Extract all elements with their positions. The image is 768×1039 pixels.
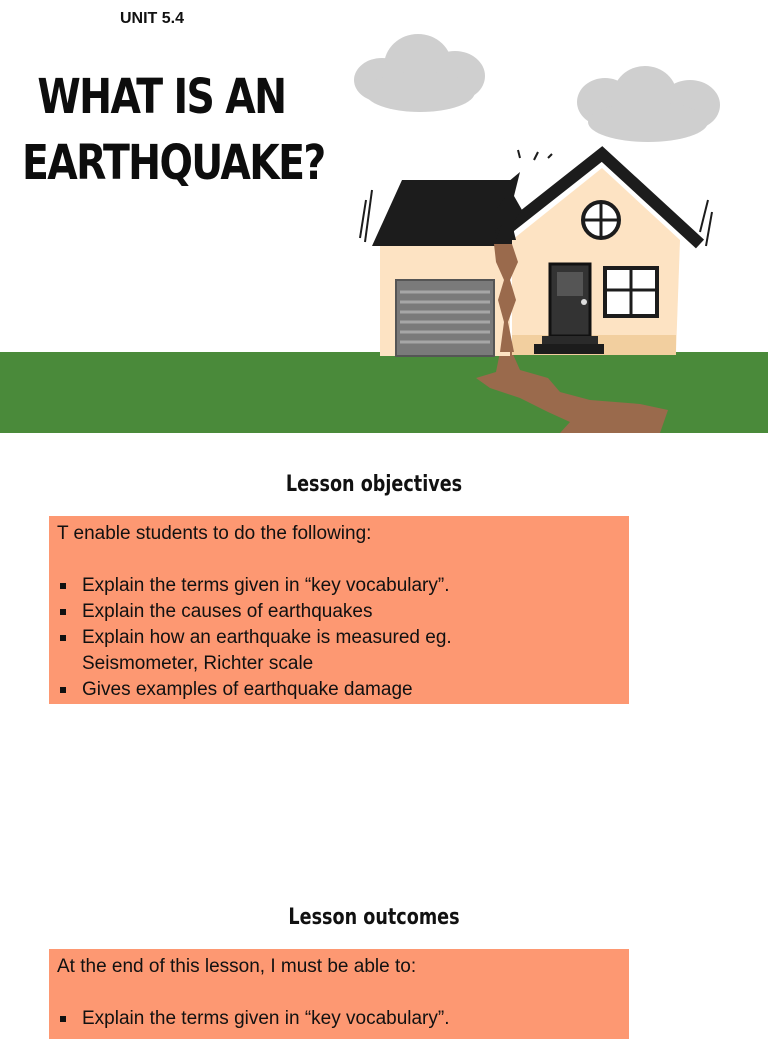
cloud-right-icon (577, 66, 720, 142)
list-item: Explain the causes of earthquakes (57, 599, 619, 625)
title-line-1: WHAT IS AN (37, 69, 286, 125)
objectives-intro: T enable students to do the following: (57, 523, 372, 544)
objectives-heading: Lesson objectives (285, 472, 463, 497)
objectives-list (57, 573, 619, 703)
list-item: Explain the terms given in “key vocabulary”. (57, 573, 619, 599)
cloud-left-icon (354, 34, 485, 112)
hero-banner (0, 0, 768, 433)
page-title (22, 64, 325, 196)
title-line-2: EARTHQUAKE? (22, 135, 325, 191)
list-item: Gives examples of earthquake damage (57, 677, 619, 703)
outcomes-heading: Lesson outcomes (288, 905, 460, 930)
front-steps (542, 336, 598, 344)
objectives-box (49, 516, 629, 704)
outcomes-box (49, 949, 629, 1039)
list-item: Explain the terms given in “key vocabulary”. (57, 1006, 619, 1032)
unit-label: UNIT 5.4 (120, 10, 185, 27)
garage-roof (372, 180, 514, 246)
outcomes-list (57, 1006, 619, 1032)
list-item: Explain how an earthquake is measured eg. Seismometer, Richter scale (57, 625, 512, 677)
outcomes-intro: At the end of this lesson, I must be able to: (57, 956, 417, 977)
